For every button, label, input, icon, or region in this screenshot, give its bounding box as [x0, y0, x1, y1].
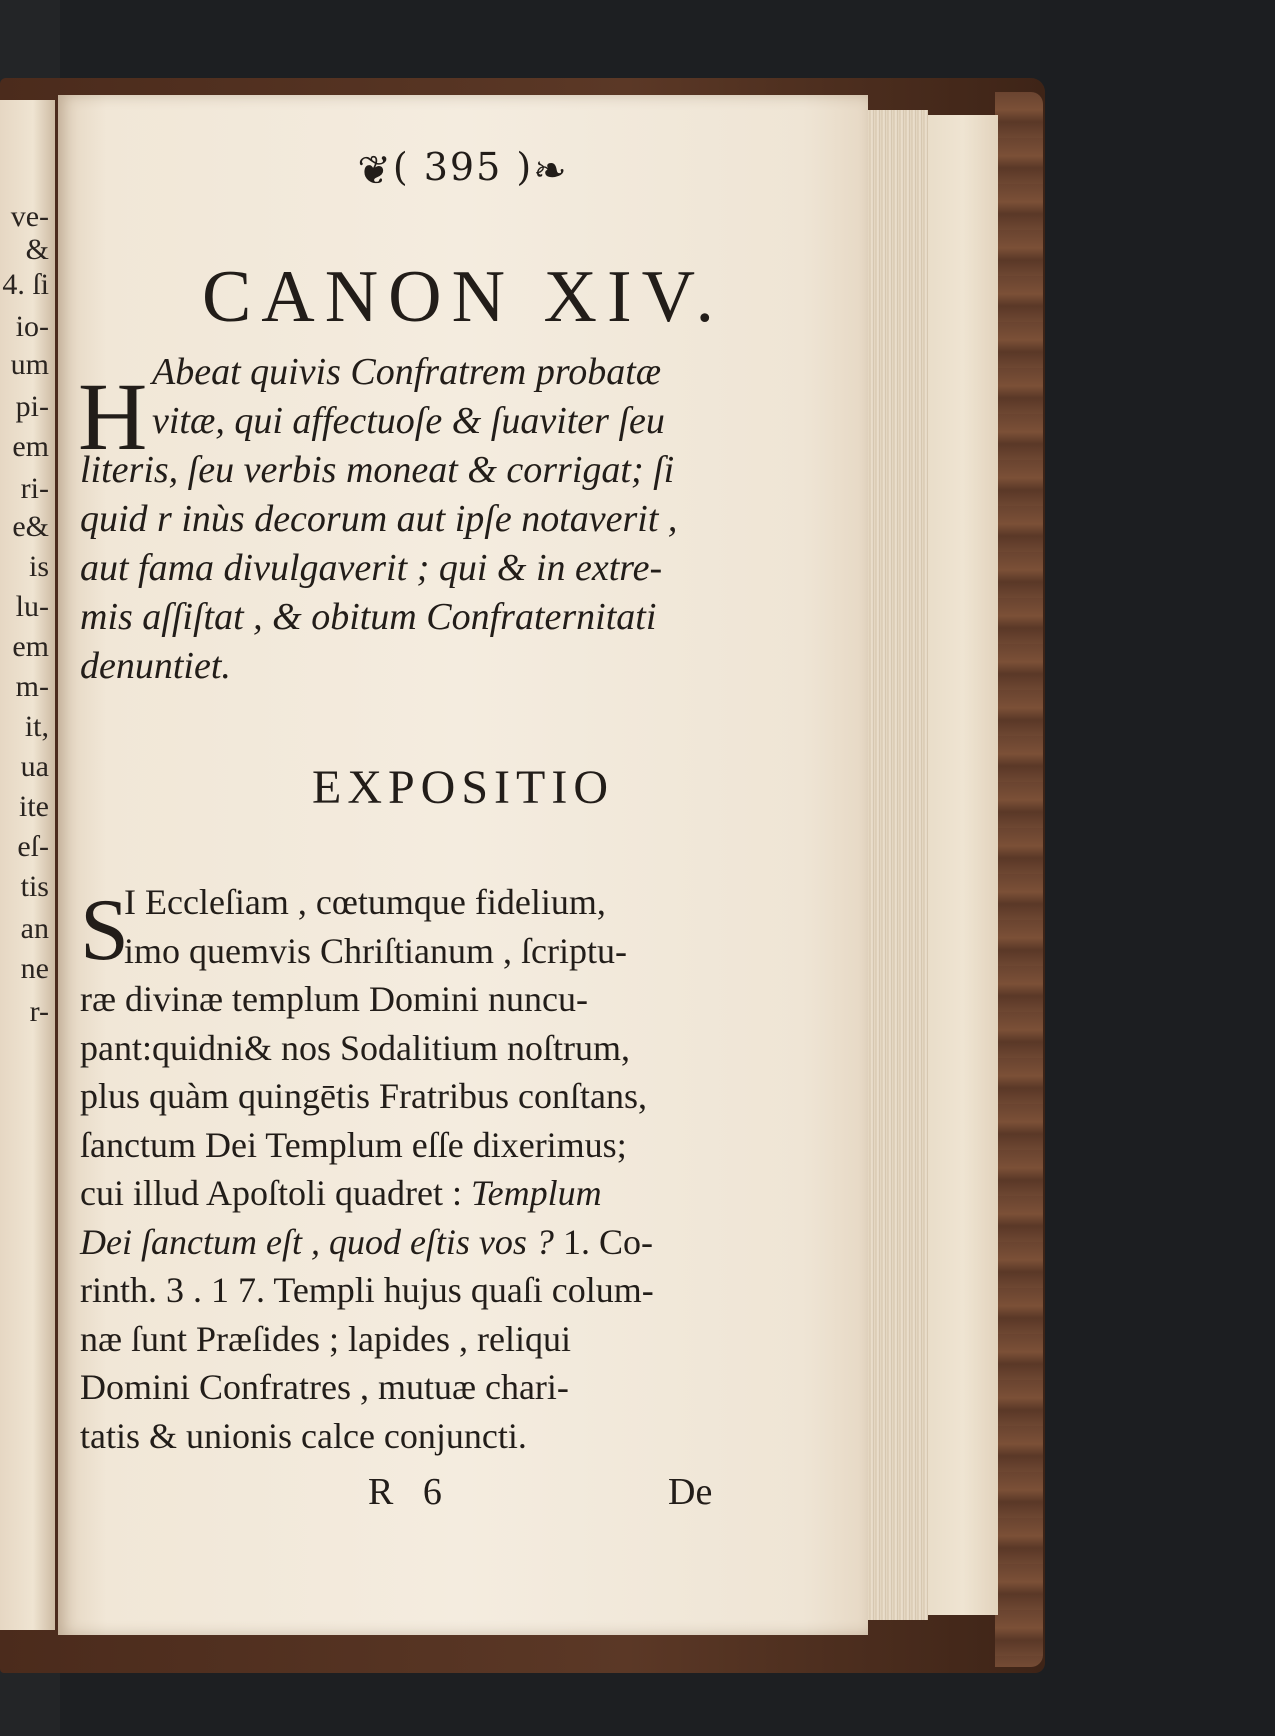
exposition-italic-text: Templum: [470, 1173, 602, 1213]
canon-line: mis aſſiſtat , & obitum Confraternitati: [80, 596, 657, 638]
canon-line: literis, ſeu verbis moneat & corrigat; ſi: [80, 449, 675, 491]
left-page-line: em: [12, 430, 49, 463]
page-block-edge: [928, 115, 998, 1615]
exposition-line: næ ſunt Præſides ; lapides , reliqui: [80, 1318, 571, 1359]
exposition-line: [80, 1169, 780, 1218]
exposition-line-text: cui illud Apoſtoli quadret :: [80, 1173, 462, 1213]
exposition-line: Domini Confratres , mutuæ chari-: [80, 1367, 569, 1407]
canon-title: CANON XIV.: [201, 256, 725, 338]
exposition-line: pant:quidni& nos Sodalitium noſtrum,: [80, 1027, 631, 1068]
canon-text: [80, 348, 780, 691]
exposition-line: tatis & unionis calce conjuncti.: [80, 1415, 527, 1456]
left-page-line: it,: [24, 710, 49, 743]
exposition-italic-text: Dei ſanctum eſt , quod eſtis vos ?: [80, 1221, 554, 1262]
canon-line: aut fama divulgaverit ; qui & in extre-: [80, 547, 663, 589]
left-page-line: eſ-: [17, 830, 49, 863]
exposition-line: ræ divinæ templum Domini nuncu-: [80, 979, 588, 1019]
exposition-line: [80, 1218, 780, 1267]
left-page-line: an: [20, 912, 49, 945]
left-page-line: r-: [29, 995, 49, 1028]
exposition-dropcap: S: [80, 882, 129, 979]
page-header: [58, 145, 868, 194]
canon-line: vitæ, qui affectuoſe & ſuaviter ſeu: [152, 400, 665, 442]
exposition-line: imo quemvis Chriſtianum , ſcriptu-: [124, 930, 627, 971]
left-page-line: tis: [20, 870, 49, 903]
catchword: De: [668, 1471, 713, 1513]
exposition-text: [80, 878, 780, 1460]
exposition-line: I Eccleſiam , cœtumque fidelium,: [124, 882, 606, 922]
left-page-line: e&: [12, 510, 49, 543]
left-page-line: ite: [19, 790, 49, 823]
exposition-line: rinth. 3 . 1 7. Templi hujus quaſi colum-: [80, 1270, 654, 1310]
canon-line: denuntiet.: [80, 645, 231, 687]
left-page-line: ve-: [10, 200, 49, 233]
left-page-line: 4. ſi: [2, 268, 49, 301]
book-page: [58, 95, 868, 1635]
left-page-line: um: [10, 348, 49, 381]
ornament-left-icon: ❦: [357, 147, 393, 194]
ornament-right-icon: ❧: [533, 147, 569, 194]
left-page-line: em: [12, 630, 49, 663]
signature-mark: R 6: [368, 1471, 452, 1513]
left-page-line: ne: [20, 952, 49, 985]
left-page-fragment: [0, 100, 55, 1630]
left-page-line: &: [25, 233, 49, 266]
page-stack-edges: [868, 110, 928, 1620]
left-page-line: pi-: [15, 390, 49, 423]
canon-line: quid r inùs decorum aut ipſe notaverit ,: [80, 498, 678, 540]
left-page-line: ua: [20, 750, 49, 783]
left-page-line: ri-: [20, 472, 49, 505]
section-heading: EXPOSITIO: [312, 761, 614, 814]
canon-dropcap: H: [78, 363, 148, 470]
exposition-line-text: 1. Co-: [562, 1221, 653, 1262]
exposition-line: plus quàm quingētis Fratribus conſtans,: [80, 1076, 647, 1116]
left-page-line: io-: [15, 310, 49, 343]
left-page-line: m-: [15, 670, 49, 703]
left-page-line: is: [28, 550, 49, 583]
background-right: [1040, 0, 1275, 1736]
exposition-line: ſanctum Dei Templum eſſe dixerimus;: [80, 1124, 627, 1165]
canon-line: Abeat quivis Confratrem probatæ: [152, 351, 662, 393]
page-number: ( 395 ): [392, 145, 534, 189]
book-cover-edge: [995, 92, 1043, 1667]
left-page-line: lu-: [15, 590, 49, 623]
